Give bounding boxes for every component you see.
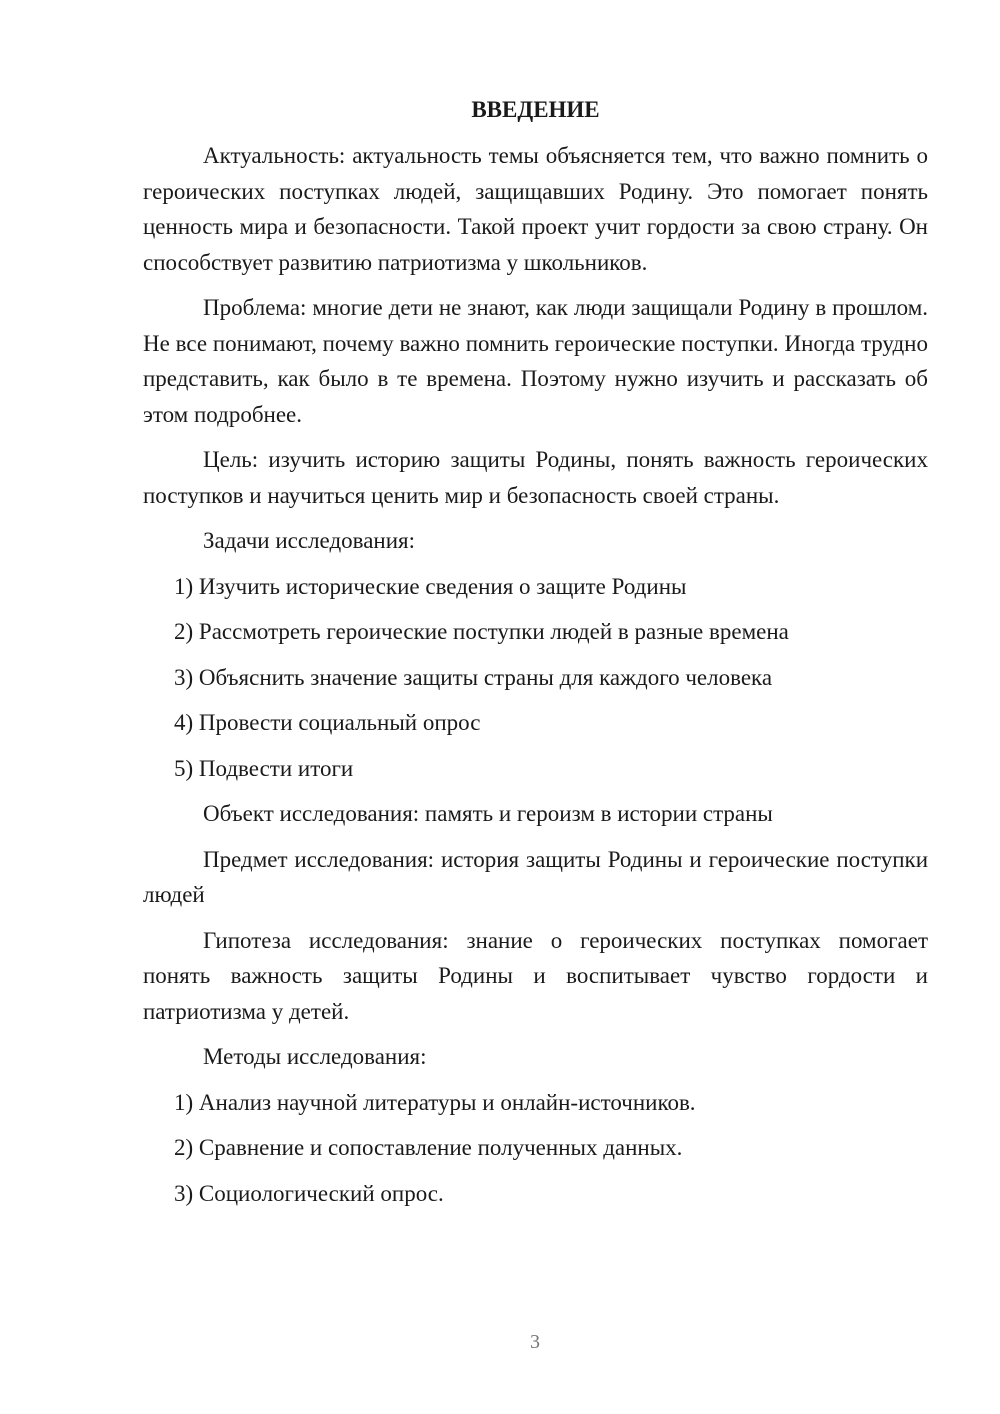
object-paragraph: Объект исследования: память и героизм в истории страны — [203, 801, 773, 826]
list-item: 3) Объяснить значение защиты страны для каждого человека — [174, 664, 773, 690]
tasks-heading: Задачи исследования: — [203, 528, 416, 553]
list-item: 3) Социологический опрос. — [174, 1180, 444, 1206]
page-title: ВВЕДЕНИЕ — [471, 97, 600, 122]
document-page — [143, 92, 928, 1221]
list-item: 2) Рассмотреть героические поступки людей в разные времена — [174, 619, 789, 644]
problem-paragraph: Проблема: многие дети не знают, как люди защищали Родину в прошлом. Не все понимают, почему важно помнить героические поступки. Иногда трудно представить, как было в те времена. Поэтому нужно изучить и рассказать об этом подробнее. — [143, 295, 928, 427]
methods-heading: Методы исследования: — [203, 1044, 427, 1069]
list-item: 2) Сравнение и сопоставление полученных данных. — [174, 1135, 683, 1160]
page-number: 3 — [530, 1331, 540, 1353]
list-item: 5) Подвести итоги — [174, 755, 354, 781]
subject-paragraph: Предмет исследования: история защиты Родины и героические поступки людей — [143, 846, 928, 907]
list-item: 1) Изучить исторические сведения о защите Родины — [174, 573, 687, 599]
list-item: 4) Провести социальный опрос — [174, 710, 481, 735]
goal-paragraph: Цель: изучить историю защиты Родины, понять важность героических поступков и научиться ценить мир и безопасность своей страны. — [143, 447, 928, 508]
hypothesis-paragraph: Гипотеза исследования: знание о героических поступках помогает понять важность защиты Родины и воспитывает чувство гордости и патриотизма у детей. — [143, 927, 928, 1024]
relevance-paragraph: Актуальность: актуальность темы объясняется тем, что важно помнить о героических поступках людей, защищавших Родину. Это помогает понять ценность мира и безопасности. Такой проект учит гордости за свою страну. Он способствует развитию патриотизма у школьников. — [143, 143, 928, 275]
tasks-list — [143, 569, 928, 787]
list-item: 1) Анализ научной литературы и онлайн-источников. — [174, 1089, 696, 1115]
methods-list — [143, 1085, 928, 1212]
